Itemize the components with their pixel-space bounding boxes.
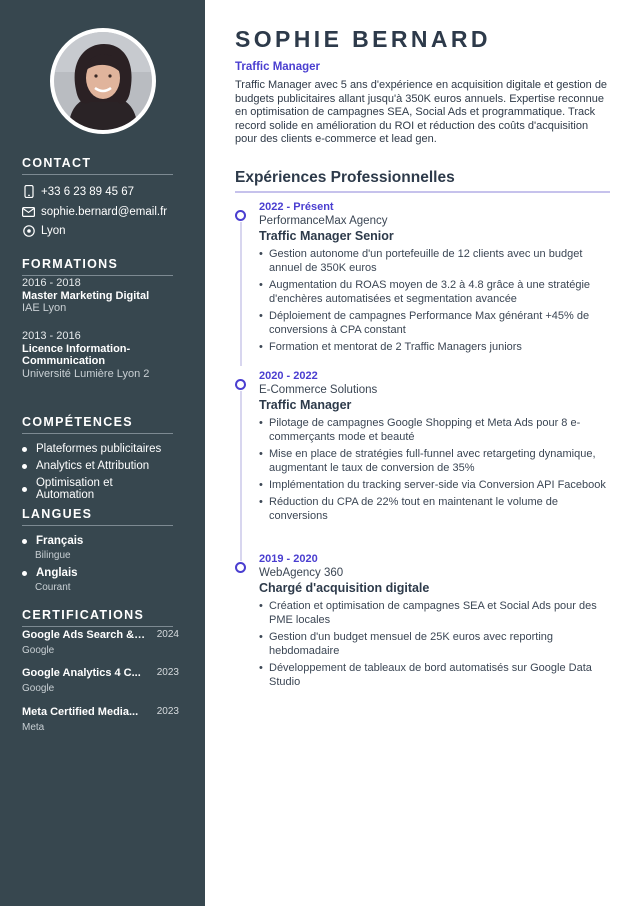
skill-item — [22, 477, 173, 501]
education-degree: Licence Information-Communication — [22, 342, 131, 367]
contact-location — [22, 224, 66, 237]
sidebar — [0, 0, 205, 906]
job-bullet: • Formation et mentorat de 2 Traffic Managers juniors — [259, 341, 613, 355]
certification-name: Google Ads Search & ... — [22, 629, 146, 641]
job-title: Traffic Manager Senior — [259, 229, 394, 243]
certifications-heading: CERTIFICATIONS — [22, 608, 173, 627]
candidate-name: SOPHIE BERNARD — [235, 26, 491, 52]
education-item — [22, 277, 182, 315]
bullet-dot — [22, 447, 27, 452]
mail-icon — [22, 205, 35, 218]
bullet-dot — [22, 571, 27, 576]
formations-section — [22, 257, 173, 380]
bullet-dot — [22, 464, 27, 469]
contact-section — [22, 156, 173, 237]
job-bullet: • Gestion d'un budget mensuel de 25K euros avec reporting hebdomadaire — [259, 631, 613, 659]
job-company: WebAgency 360 — [259, 567, 344, 579]
certification-issuer: Google — [22, 645, 55, 656]
job-company: E-Commerce Solutions — [259, 384, 378, 396]
skill-item — [22, 443, 161, 455]
phone-number[interactable]: +33 6 23 89 45 67 — [41, 185, 135, 198]
bullet-dot — [22, 487, 27, 492]
certification-year: 2023 — [156, 706, 179, 717]
language-label: Anglais — [36, 567, 78, 579]
profile-summary: Traffic Manager avec 5 ans d'expérience en acquisition digitale et gestion de budgets publicitaires allant jusqu'à 350K euros annuels. Expertise reconnue en optimisation de campagnes SEA, Social Ads et programmatique. Track record solide en amélioration du ROI et réduction des coûts d'acquisition pour des clients e-commerce et lead gen. — [235, 79, 608, 146]
contact-heading: CONTACT — [22, 156, 173, 175]
certification-name: Google Analytics 4 C... — [22, 667, 141, 679]
job-bullets — [259, 600, 613, 689]
language-name — [22, 535, 83, 547]
certification-name: Meta Certified Media... — [22, 706, 139, 718]
job-bullet: • Augmentation du ROAS moyen de 3.2 à 4.8 grâce à une stratégie d'enchères automatisées et segmentation avancée — [259, 279, 613, 307]
education-degree: Master Marketing Digital — [22, 289, 150, 302]
job-title: Traffic Manager — [259, 398, 352, 412]
education-years: 2016 - 2018 — [22, 277, 81, 289]
language-level: Courant — [35, 582, 71, 593]
job-bullet: • Création et optimisation de campagnes SEA et Social Ads pour des PME locales — [259, 600, 613, 628]
certification-year: 2023 — [156, 667, 179, 678]
job-bullet: • Pilotage de campagnes Google Shopping et Meta Ads pour 8 e-commerçants mode et beauté — [259, 417, 613, 445]
certifications-section — [22, 608, 179, 733]
skill-item — [22, 460, 149, 472]
languages-heading: LANGUES — [22, 507, 173, 526]
profile-photo — [50, 28, 156, 134]
location-pin-icon — [22, 224, 35, 237]
location-text: Lyon — [41, 224, 66, 237]
bullet-dot — [22, 539, 27, 544]
timeline-line — [240, 222, 242, 366]
experience-item — [259, 200, 613, 354]
language-level: Bilingue — [35, 550, 71, 561]
timeline-line — [240, 391, 242, 561]
education-school: Université Lumière Lyon 2 — [22, 367, 150, 380]
email-address[interactable]: sophie.bernard@email.fr — [41, 205, 168, 218]
contact-phone — [22, 185, 134, 198]
job-bullet: • Déploiement de campagnes Performance Max générant +45% de conversions à CPA constant — [259, 310, 613, 338]
skills-section — [22, 415, 173, 501]
portrait-image — [54, 32, 152, 130]
timeline-dot — [235, 562, 246, 573]
job-bullet: • Implémentation du tracking server-side via Conversion API Facebook — [259, 479, 613, 493]
experience-item — [259, 552, 613, 689]
job-bullet: • Mise en place de stratégies full-funnel avec retargeting dynamique, augmentant le taux de conversion de 35% — [259, 448, 613, 476]
job-role: Traffic Manager — [235, 61, 320, 73]
contact-email — [22, 205, 167, 218]
job-bullets — [259, 417, 613, 523]
skill-label: Plateformes publicitaires — [36, 443, 162, 455]
job-bullet: • Gestion autonome d'un portefeuille de 12 clients avec un budget annuel de 350K euros — [259, 248, 613, 276]
experience-item — [259, 369, 613, 523]
languages-section — [22, 507, 173, 593]
skill-label: Analytics et Attribution — [36, 460, 150, 472]
experience-heading: Expériences Professionnelles — [235, 169, 610, 193]
certification-year: 2024 — [156, 629, 179, 640]
timeline-dot — [235, 210, 246, 221]
skills-heading: COMPÉTENCES — [22, 415, 173, 434]
formations-heading: FORMATIONS — [22, 257, 173, 276]
education-item — [22, 330, 174, 380]
timeline-dot — [235, 379, 246, 390]
certification-issuer: Meta — [22, 722, 45, 733]
job-company: PerformanceMax Agency — [259, 215, 388, 227]
job-bullet: • Réduction du CPA de 22% tout en maintenant le volume de conversions — [259, 496, 613, 524]
language-name — [22, 567, 78, 579]
job-bullets — [259, 248, 613, 354]
education-years: 2013 - 2016 — [22, 330, 81, 342]
job-dates: 2020 - 2022 — [259, 370, 318, 382]
education-school: IAE Lyon — [22, 302, 67, 314]
skill-label: Optimisation et Automation — [35, 477, 113, 501]
phone-icon — [22, 185, 35, 198]
certification-issuer: Google — [22, 683, 55, 694]
job-bullet: • Développement de tableaux de bord automatisés sur Google Data Studio — [259, 662, 613, 690]
job-dates: 2019 - 2020 — [259, 553, 318, 565]
language-label: Français — [36, 535, 84, 547]
job-dates: 2022 - Présent — [259, 201, 334, 213]
job-title: Chargé d'acquisition digitale — [259, 581, 430, 595]
